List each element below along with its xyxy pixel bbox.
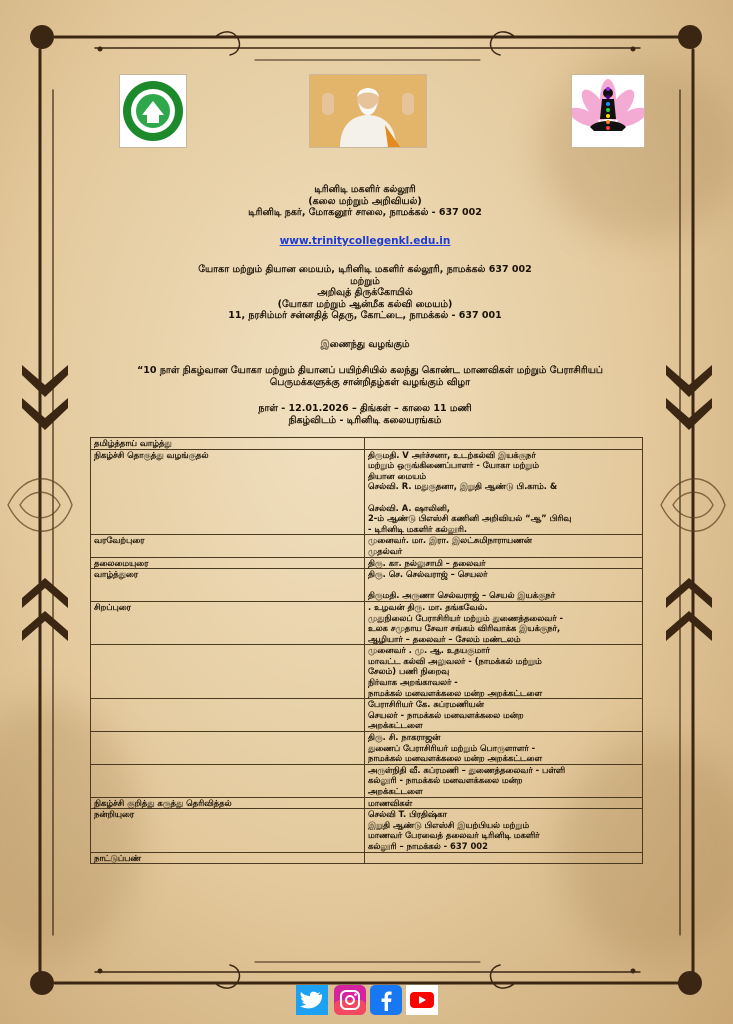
program-row (91, 438, 643, 450)
event-title (80, 365, 660, 388)
college-name: டிரினிடி மகளிர் கல்லூரி (314, 184, 416, 195)
program-row (91, 797, 643, 809)
program-detail-line: சேலம்) பணி நிறைவு (367, 666, 450, 677)
program-row (91, 732, 643, 765)
program-detail-line: தியான மையம் (367, 470, 427, 481)
program-detail-line: மாவட்ட கல்வி அலுவலர் - (நாமக்கல் மற்றும் (367, 655, 542, 666)
program-detail-line: திருமதி. அருணா செல்வராஜ் – செயல் இயக்குநர் (367, 590, 556, 601)
program-details (364, 557, 642, 569)
program-details (364, 535, 642, 557)
program-item: நன்றியுரை (91, 809, 365, 852)
program-detail-line: அறக்கட்டளை (367, 720, 423, 731)
college-subtitle: (கலை மற்றும் அறிவியல்) (308, 195, 422, 207)
website-row (70, 236, 660, 248)
program-details (364, 449, 642, 535)
program-detail-line: 2-ம் ஆண்டு பிஎஸ்சி கணினி அறிவியல் “ஆ” பிரிவு (367, 513, 572, 524)
program-detail-line: மாணவிகள் (367, 797, 413, 808)
program-detail-line: முனைவர். மா. இரா. இலட்சுமிநாராயணன் (367, 535, 532, 546)
website-link[interactable]: www.trinitycollegenkl.edu.in (279, 235, 451, 247)
program-detail-line: மற்றும் ஒருங்கிணைப்பாளர் - யோகா மற்றும் (367, 460, 540, 471)
program-detail-line: . உழவன் திரு. மா. தங்கவேல். (367, 601, 488, 612)
program-detail-line: நாமக்கல் மனவளக்கலை மன்ற அறக்கட்டளை (367, 753, 543, 764)
program-item (91, 699, 365, 732)
jointly-presents: இணைந்து வழங்கும் (320, 339, 410, 350)
youtube-icon[interactable] (406, 985, 438, 1015)
program-detail-line: அருள்நிதி வீ. சுப்ரமணி – துணைத்தலைவர் - பள்ளி (367, 764, 566, 775)
event-date: நாள் - 12.01.2026 – திங்கள் – காலை 11 மணி (258, 403, 472, 414)
program-detail-line: பேராசிரியர் கே. சுப்ரமணியன் (367, 699, 484, 710)
institution-header (70, 184, 660, 219)
program-detail-line: நாமக்கல் மனவளக்கலை மன்ற அறக்கட்டளை (367, 687, 543, 698)
meditation-chakra-icon (571, 74, 645, 148)
program-item: தலைமையுரை (91, 557, 365, 569)
program-detail-line: செல்வி. R. மதுகுதனா, இறுதி ஆண்டு பி.காம். & (367, 481, 558, 492)
twitter-icon[interactable] (296, 985, 328, 1015)
program-detail-line: திரு. கா. நல்லுசாமி – தலைவர் (367, 557, 486, 568)
program-row (91, 645, 643, 699)
program-detail-line: செல்வி T. பிரதிஷ்கா (367, 809, 448, 820)
event-title-line-1: “10 நாள் நிகழ்வான யோகா மற்றும் தியானப் பயிற்சியில் கலந்து கொண்ட மாணவிகள் மற்றும் பேராசிரியப் (137, 365, 603, 376)
program-row (91, 601, 643, 644)
program-details (364, 438, 642, 450)
program-detail-line: முனைவர் . மு. ஆ. உதயகுமார் (367, 645, 490, 656)
organizer-line-4: (யோகா மற்றும் ஆன்மீக கல்வி மையம்) (277, 298, 453, 310)
program-detail-line: முதுநிலைப் பேராசிரியர் மற்றும் துணைத்தலைவர் - (367, 612, 563, 623)
organizer-line-2: மற்றும் (350, 275, 380, 287)
program-detail-line (368, 492, 639, 503)
program-row (91, 535, 643, 557)
program-item: தமிழ்த்தாய் வாழ்த்து (91, 438, 365, 450)
program-detail-line: அறக்கட்டளை (367, 786, 423, 796)
program-detail-line: திரு. செ. செல்வராஜ் – செயலர் (367, 569, 488, 580)
instagram-icon[interactable] (334, 985, 366, 1015)
facebook-icon[interactable] (370, 985, 402, 1015)
program-details (364, 852, 642, 864)
program-detail-line: இறுதி ஆண்டு பிஎஸ்சி இயற்பியல் மற்றும் (367, 819, 530, 830)
program-details (364, 732, 642, 765)
program-item: சிறப்புரை (91, 601, 365, 644)
program-detail-line: திருமதி. V அர்ச்சனா, உடற்கல்வி இயக்குநர் (367, 449, 536, 460)
program-detail-line: ஆழியார் – தலைவர் – சேலம் மண்டலம் (367, 633, 521, 644)
program-detail-line: செல்வி. A. ஷாலினி, (367, 502, 450, 513)
program-item (91, 732, 365, 765)
program-detail-line: மாணவர் பேரவைத் தலைவர் டிரினிடி மகளிர் (367, 830, 540, 841)
program-details (364, 764, 642, 797)
program-item: வரவேற்புரை (91, 535, 365, 557)
program-item (91, 645, 365, 699)
organizer-line-5: 11, நரசிம்மர் சன்னதித் தெரு, கோட்டை, நாமக்கல் - 637 001 (228, 310, 502, 321)
program-details (364, 569, 642, 602)
event-title-line-2: பெருமக்களுக்கு சான்றிதழ்கள் வழங்கும் விழா (269, 376, 471, 388)
program-item: நிகழ்ச்சி தொகுத்து வழங்குதல் (91, 449, 365, 535)
organizers-block (70, 264, 660, 322)
program-table (90, 437, 643, 864)
program-detail-line (368, 580, 639, 591)
program-detail-line: செயலர் - நாமக்கல் மனவளக்கலை மன்ற (367, 709, 524, 720)
program-details (364, 809, 642, 852)
program-item: நாட்டுப்பண் (91, 852, 365, 864)
program-item: நிகழ்ச்சி குறித்து கருத்து தெரிவித்தல் (91, 797, 365, 809)
program-detail-line: திரு. சி. நாகராஜன் (367, 732, 441, 743)
college-emblem-icon (119, 74, 187, 148)
guru-portrait-icon (309, 74, 427, 148)
program-detail-line: கல்லூரி – நாமக்கல் - 637 002 (367, 840, 488, 851)
program-detail-line: உலக சமுதாய சேவா சங்கம் விரிவாக்க இயக்குநர், (367, 623, 561, 634)
program-row (91, 852, 643, 864)
program-detail-line: முதல்வர் (367, 545, 403, 556)
organizer-line-1: யோகா மற்றும் தியான மையம், டிரினிடி மகளிர் கல்லூரி, நாமக்கல் 637 002 (198, 264, 532, 275)
program-details (364, 699, 642, 732)
program-details (364, 645, 642, 699)
program-row (91, 809, 643, 852)
program-item (91, 764, 365, 797)
program-row (91, 699, 643, 732)
program-details (364, 601, 642, 644)
program-row (91, 449, 643, 535)
program-details (364, 797, 642, 809)
program-detail-line: கல்லூரி - நாமக்கல் மனவளக்கலை மன்ற (367, 775, 523, 786)
program-row (91, 569, 643, 602)
event-schedule (70, 403, 660, 426)
college-address: டிரினிடி நகர், மோகனூர் சாலை, நாமக்கல் - 637 002 (248, 207, 482, 218)
organizer-line-3: அறிவுத் திருக்கோயில் (317, 287, 413, 298)
program-detail-line: - டிரினிடி மகளிர் கல்லூரி. (367, 523, 468, 534)
program-detail-line: துணைப் பேராசிரியர் மற்றும் பொருளாளர் - (367, 742, 536, 753)
event-venue: நிகழ்விடம் - டிரினிடி கலையரங்கம் (288, 414, 442, 426)
program-item: வாழ்த்துரை (91, 569, 365, 602)
program-row (91, 557, 643, 569)
program-row (91, 764, 643, 797)
program-detail-line: நிர்வாக அறங்காவலர் - (367, 677, 458, 688)
